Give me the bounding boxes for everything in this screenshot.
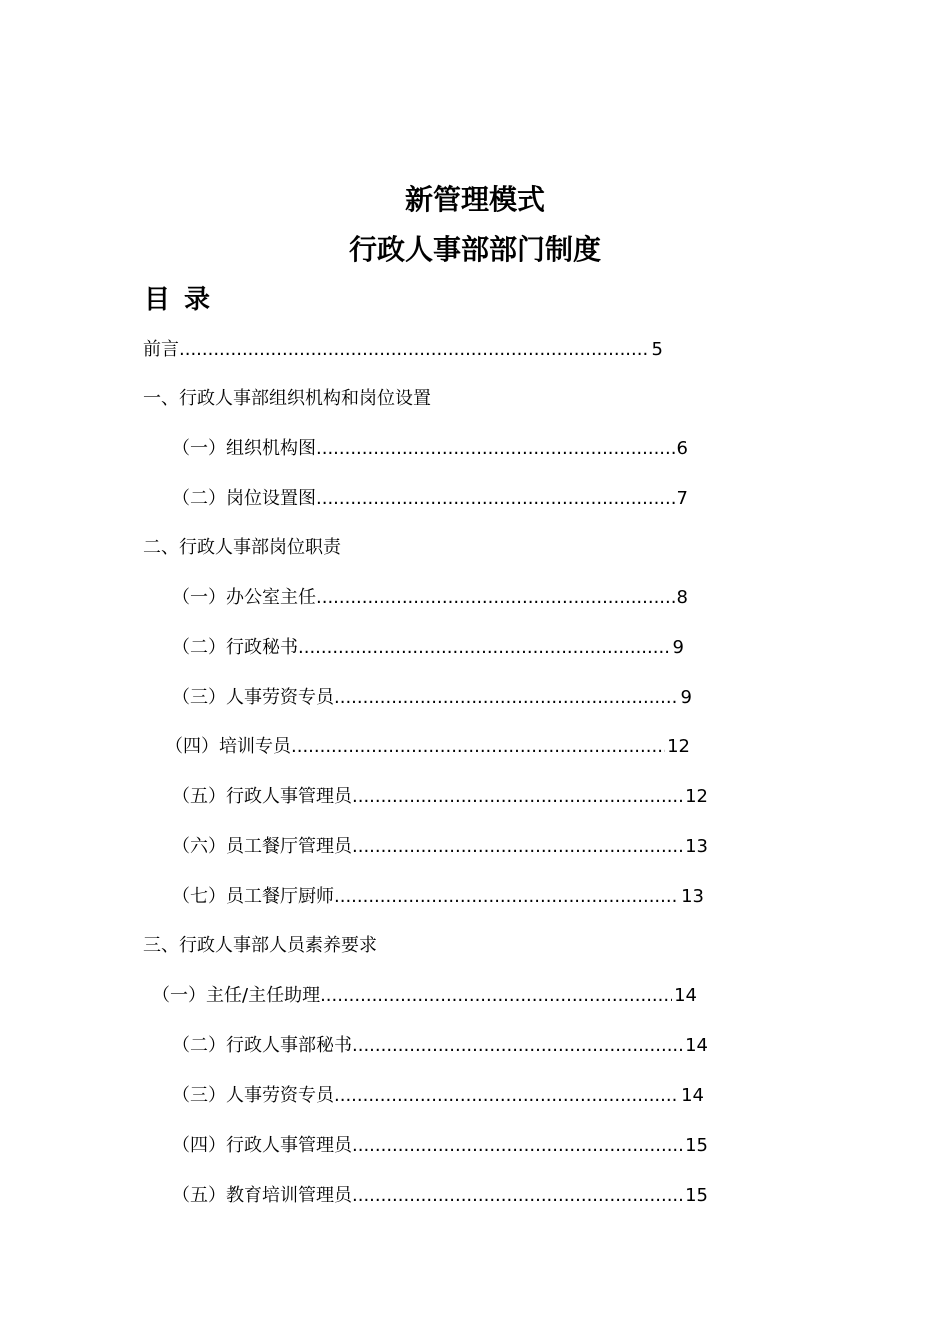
toc-dot-leader — [334, 884, 679, 910]
toc-page-number: 8 — [676, 587, 688, 608]
toc-entry-2-1[interactable] — [172, 585, 688, 611]
document-title-line-2: 行政人事部部门制度 — [348, 233, 601, 266]
toc-entry-label: （四）培训专员 — [165, 736, 291, 757]
toc-heading: 目录 — [144, 285, 225, 315]
toc-entry-label: （二）行政秘书 — [172, 637, 298, 658]
toc-page-number: 13 — [685, 836, 708, 857]
toc-entry-2-2[interactable] — [172, 635, 684, 661]
toc-page-number: 12 — [685, 786, 708, 807]
toc-page-number: 6 — [676, 438, 688, 459]
toc-entry-label: （二）行政人事部秘书 — [172, 1035, 352, 1056]
toc-page-number: 7 — [676, 488, 688, 509]
toc-entry-2-5[interactable] — [172, 784, 708, 810]
toc-dot-leader — [291, 734, 665, 760]
toc-section-label: 三、行政人事部人员素养要求 — [143, 935, 377, 956]
toc-section-label: 二、行政人事部岗位职责 — [143, 537, 341, 558]
toc-entry-3-4[interactable] — [172, 1133, 708, 1159]
toc-page-number: 5 — [651, 339, 663, 360]
toc-section-1[interactable] — [143, 386, 543, 412]
toc-entry-label: （一）办公室主任 — [172, 587, 316, 608]
toc-entry-label: （一）组织机构图 — [172, 438, 316, 459]
toc-entry-label: 前言 — [143, 339, 179, 360]
toc-dot-leader — [320, 983, 672, 1009]
toc-entry-label: （四）行政人事管理员 — [172, 1135, 352, 1156]
toc-entry-3-3[interactable] — [172, 1083, 704, 1109]
toc-dot-leader — [316, 486, 675, 512]
toc-dot-leader — [316, 436, 675, 462]
toc-entry-1-2[interactable] — [172, 486, 688, 512]
toc-page-number: 15 — [685, 1185, 708, 1206]
toc-page-number: 13 — [681, 886, 704, 907]
toc-entry-3-1[interactable] — [152, 983, 697, 1009]
toc-entry-label: （五）行政人事管理员 — [172, 786, 352, 807]
toc-dot-leader — [352, 1183, 683, 1209]
toc-entry-preface[interactable] — [143, 337, 663, 363]
toc-entry-3-2[interactable] — [172, 1033, 708, 1059]
toc-dot-leader — [334, 1083, 679, 1109]
toc-entry-2-3[interactable] — [172, 685, 692, 711]
toc-dot-leader — [334, 685, 679, 711]
toc-page-number: 9 — [672, 637, 684, 658]
toc-section-label: 一、行政人事部组织机构和岗位设置 — [143, 388, 431, 409]
toc-section-2[interactable] — [143, 535, 543, 561]
toc-entry-1-1[interactable] — [172, 436, 688, 462]
toc-entry-label: （三）人事劳资专员 — [172, 687, 334, 708]
toc-page-number: 15 — [685, 1135, 708, 1156]
toc-section-3[interactable] — [143, 933, 543, 959]
toc-entry-label: （三）人事劳资专员 — [172, 1085, 334, 1106]
toc-dot-leader — [352, 1033, 683, 1059]
toc-entry-2-7[interactable] — [172, 884, 704, 910]
toc-dot-leader — [352, 1133, 683, 1159]
toc-page-number: 14 — [674, 985, 697, 1006]
toc-entry-2-4[interactable] — [165, 734, 690, 760]
toc-entry-label: （一）主任/主任助理 — [152, 985, 321, 1006]
toc-page-number: 9 — [680, 687, 692, 708]
toc-dot-leader — [316, 585, 675, 611]
toc-entry-label: （二）岗位设置图 — [172, 488, 316, 509]
toc-entry-2-6[interactable] — [172, 834, 708, 860]
toc-entry-label: （六）员工餐厅管理员 — [172, 836, 352, 857]
toc-page-number: 14 — [685, 1035, 708, 1056]
toc-dot-leader — [352, 784, 683, 810]
toc-entry-label: （七）员工餐厅厨师 — [172, 886, 334, 907]
toc-entry-label: （五）教育培训管理员 — [172, 1185, 352, 1206]
toc-dot-leader — [179, 337, 650, 363]
toc-dot-leader — [298, 635, 671, 661]
toc-dot-leader — [352, 834, 683, 860]
toc-page-number: 14 — [681, 1085, 704, 1106]
toc-page-number: 12 — [667, 736, 690, 757]
document-title-line-1: 新管理模式 — [404, 183, 545, 216]
toc-entry-3-5[interactable] — [172, 1183, 708, 1209]
